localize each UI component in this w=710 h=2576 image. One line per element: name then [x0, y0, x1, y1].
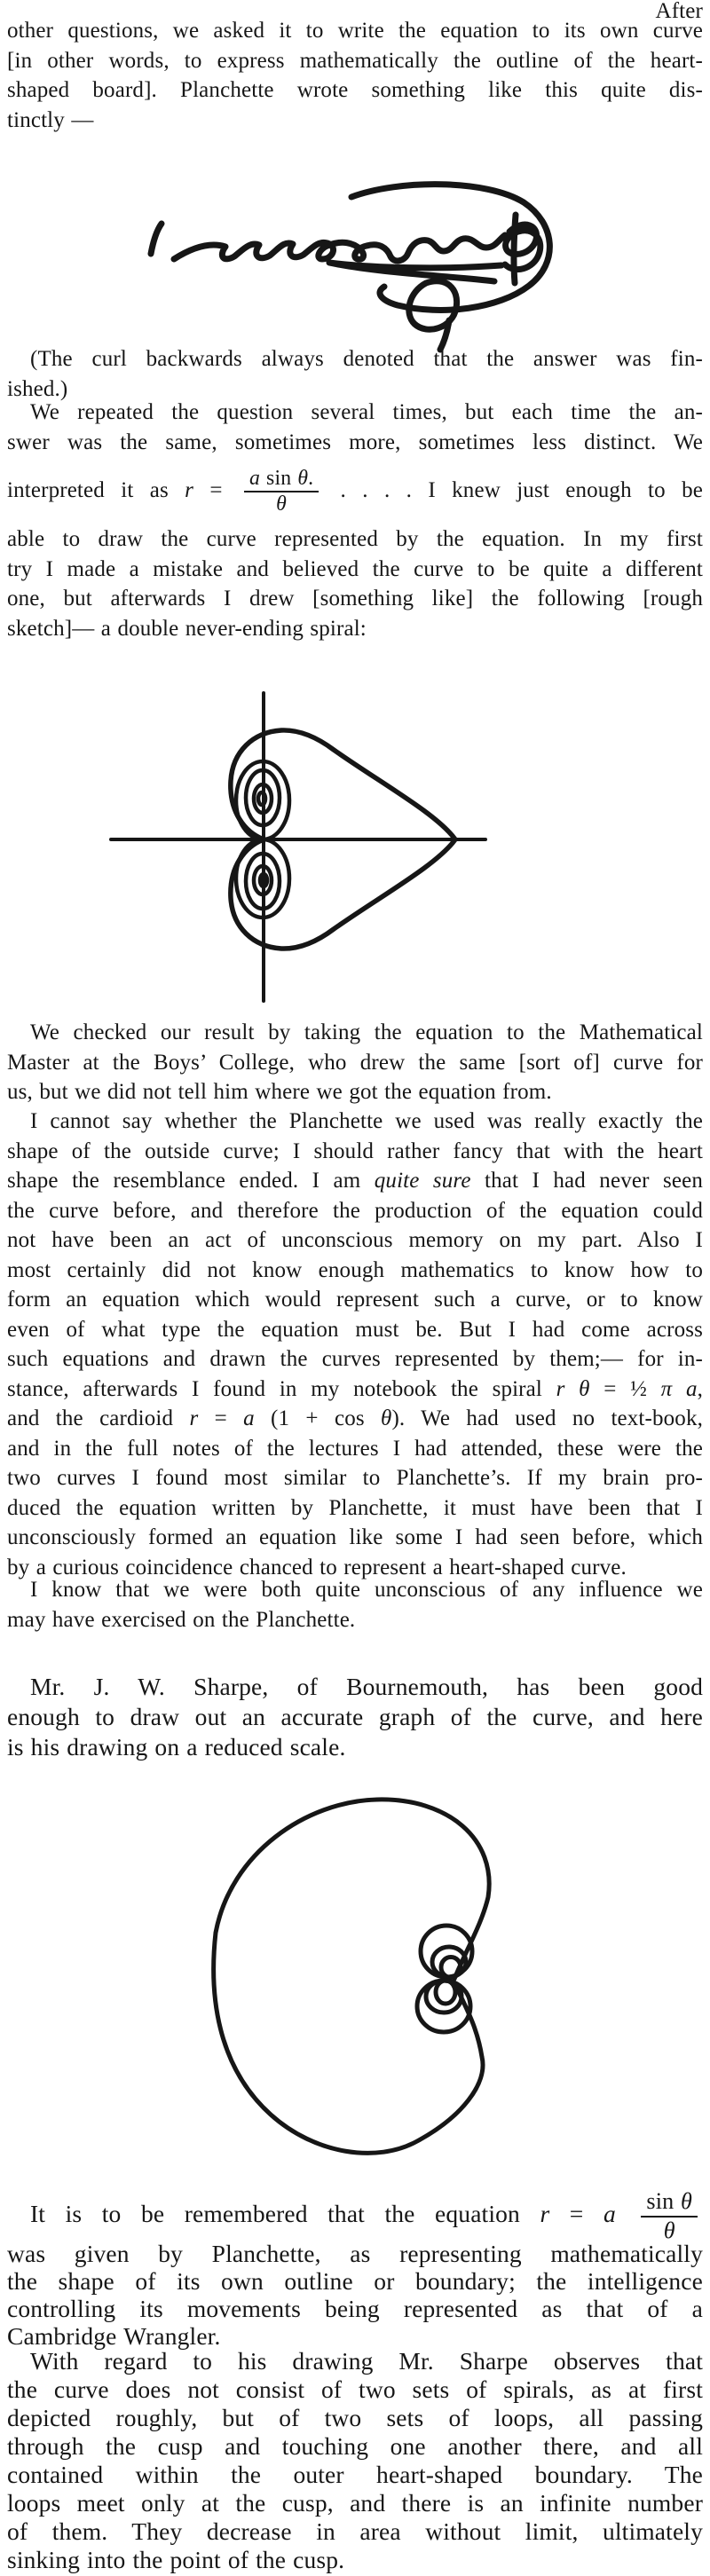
- text-line: two curves I found most similar to Planchette’s. If my brain pro-: [7, 1466, 703, 1490]
- text-line: We repeated the question several times, but each time the an-: [30, 400, 703, 424]
- scrawl-b-loops: [505, 225, 540, 270]
- scrawl-wave: [174, 235, 505, 261]
- accurate-graph-figure: [200, 1791, 506, 2163]
- paragraph-4: [7, 1018, 703, 1107]
- text-line: was given by Planchette, as representing mathematically: [7, 2240, 703, 2267]
- scrawl-strokes: [151, 185, 549, 350]
- text-line: With regard to his drawing Mr. Sharpe observes that: [30, 2347, 703, 2375]
- equation-line: It is to be remembered that the equation r = a $\frac{\text{sin θ}}{\theta}$: [7, 2188, 703, 2240]
- text-line: shape of the outside curve; I should rather fancy that with the heart: [7, 1138, 703, 1163]
- text-line: by a curious coincidence chanced to represent a heart-shaped curve.: [7, 1555, 627, 1579]
- text-line: unconsciously formed an equation like some I had seen before, which: [7, 1525, 703, 1549]
- text-line: shaped board]. Planchette wrote something like this quite dis-: [7, 78, 703, 102]
- text-line: may have exercised on the Planchette.: [7, 1607, 356, 1632]
- text-line: the curve does not consist of two sets of spirals, as at first: [7, 2375, 703, 2403]
- planchette-scrawl-figure: [114, 176, 562, 353]
- text-line: [in other words, to express mathematically the outline of the heart-: [7, 48, 703, 73]
- text-line: other questions, we asked it to write the equation to its own curve: [7, 19, 703, 43]
- text-line: most certainly did not know enough mathematics to know how to: [7, 1257, 703, 1282]
- text-line: try I made a mistake and believed the curve to be quite a different: [7, 556, 703, 581]
- text-line: Master at the Boys’ College, who drew the same [sort of] curve for: [7, 1050, 703, 1075]
- text-line: shape the resemblance ended. I am quite sure that I had never seen: [7, 1169, 703, 1193]
- text-line: sketch]— a double never-ending spiral:: [7, 616, 367, 641]
- text-line: I know that we were both quite unconscious of any influence we: [30, 1578, 703, 1602]
- text-line: After: [655, 0, 703, 23]
- text-line: Mr. J. W. Sharpe, of Bournemouth, has been good: [30, 1673, 703, 1700]
- scrawl-b-stem: [514, 215, 516, 283]
- scrawl-tick: [151, 224, 162, 254]
- paragraph-7: [7, 1672, 703, 1762]
- paragraph-3: [7, 398, 703, 643]
- text-line: sinking into the point of the cusp.: [7, 2546, 345, 2573]
- paragraph-1: [7, 16, 703, 135]
- text-line: of them. They decrease in area without limit, ultimately: [7, 2517, 703, 2545]
- paragraph-2: [7, 344, 703, 404]
- text-line: form an equation which would represent such a curve, or to know: [7, 1288, 703, 1312]
- text-line: such equations and drawn the curves represented by them;— for in-: [7, 1347, 703, 1371]
- text-line: duced the equation written by Planchette, it must have been that I: [7, 1495, 703, 1520]
- text-line: us, but we did not tell him where we got the equation from.: [7, 1080, 552, 1104]
- text-line: swer was the same, sometimes more, sometimes less distinct. We: [7, 429, 703, 454]
- paragraph-8: [7, 2188, 703, 2350]
- text-line: I cannot say whether the Planchette we used was really exactly the: [30, 1109, 703, 1133]
- text-line: and the cardioid r = a (1 + cos θ). We had used no text-book,: [7, 1406, 704, 1430]
- text-line: and in the full notes of the lectures I had attended, these were the: [7, 1436, 703, 1461]
- scrawl-strike: [329, 263, 501, 281]
- paragraph-5: [7, 1107, 703, 1582]
- text-line: ished.): [7, 376, 68, 401]
- paragraph-9: [7, 2347, 703, 2574]
- text-line: depicted roughly, but of two sets of loops, all passing: [7, 2404, 703, 2431]
- text-line: (The curl backwards always denoted that the answer was fin-: [30, 347, 703, 371]
- text-line: able to draw the curve represented by the equation. In my first: [7, 527, 703, 551]
- text-line: is his drawing on a reduced scale.: [7, 1733, 346, 1761]
- text-line: stance, afterwards I found in my notebook the spiral r θ = ½ π a,: [7, 1376, 704, 1401]
- rough-sketch-figure: [89, 688, 506, 1007]
- text-line: even of what type the equation must be. But I had come across: [7, 1317, 703, 1342]
- text-line: loops meet only at the cusp, and there is an infinite number: [7, 2489, 703, 2517]
- equation-line: interpreted it as r = $\frac{\text{a sin θ.}}{\theta}$ . . . . I knew just enough to be: [7, 466, 703, 516]
- text-line: We checked our result by taking the equation to the Mathematical: [30, 1020, 703, 1044]
- text-line: contained within the outer heart-shaped boundary. The: [7, 2461, 703, 2488]
- text-line: the shape of its own outline or boundary; the intelligence: [7, 2267, 703, 2295]
- text-line: enough to draw out an accurate graph of the curve, and here: [7, 1703, 703, 1730]
- text-line: the curve before, and therefore the production of the equation could: [7, 1198, 703, 1223]
- text-line: tinctly —: [7, 107, 94, 132]
- text-line: Cambridge Wrangler.: [7, 2322, 221, 2350]
- text-line: controlling its movements being represented as that of a: [7, 2295, 703, 2322]
- lower-loops: [417, 1981, 470, 2032]
- text-line: not have been an act of unconscious memory on my part. Also I: [7, 1228, 703, 1252]
- paragraph-6: [7, 1575, 703, 1635]
- text-line: through the cusp and touching one another there, and all: [7, 2432, 703, 2460]
- text-line: one, but afterwards I drew [something like] the following [rough: [7, 587, 703, 611]
